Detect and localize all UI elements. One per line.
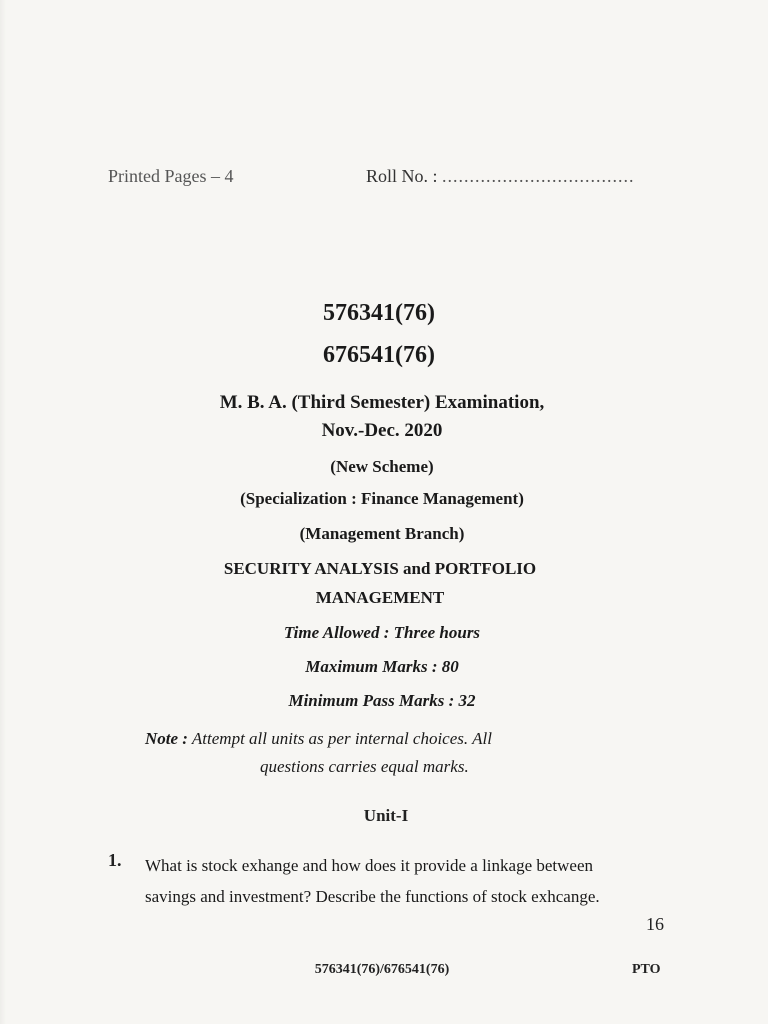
note-line-1: Attempt all units as per internal choices. All bbox=[191, 729, 492, 748]
roll-number-label: Roll No. : bbox=[366, 166, 438, 186]
exam-scheme: (New Scheme) bbox=[330, 457, 434, 476]
exam-session: Nov.-Dec. 2020 bbox=[321, 420, 443, 441]
roll-number-blank: ................................... bbox=[442, 166, 635, 186]
question-marks: 16 bbox=[646, 914, 664, 934]
printed-pages-label: Printed Pages – 4 bbox=[108, 166, 234, 186]
maximum-marks: Maximum Marks : 80 bbox=[305, 657, 459, 676]
time-allowed: Time Allowed : Three hours bbox=[283, 623, 481, 642]
minimum-pass-marks: Minimum Pass Marks : 32 bbox=[288, 691, 476, 710]
subject-title-line-1: SECURITY ANALYSIS and PORTFOLIO bbox=[223, 559, 537, 578]
question-number: 1. bbox=[108, 850, 122, 870]
paper-code-2: 676541(76) bbox=[323, 342, 435, 368]
subject-title-line-2: MANAGEMENT bbox=[315, 588, 445, 607]
exam-title: M. B. A. (Third Semester) Examination, bbox=[219, 392, 545, 413]
exam-branch: (Management Branch) bbox=[299, 524, 465, 543]
footer-paper-codes: 576341(76)/676541(76) bbox=[314, 962, 450, 977]
question-text: What is stock exhange and how does it provide a linkage between savings and investment? Describe the functions of stock exhcange. bbox=[145, 856, 600, 906]
instructions-note bbox=[145, 725, 492, 781]
roll-number-field bbox=[366, 166, 635, 187]
exam-specialization: (Specialization : Finance Management) bbox=[240, 489, 524, 508]
page-edge-shadow bbox=[0, 0, 6, 1024]
unit-heading: Unit-I bbox=[363, 806, 409, 825]
please-turn-over: PTO bbox=[632, 962, 661, 977]
note-label: Note : bbox=[145, 729, 188, 748]
note-line-2: questions carries equal marks. bbox=[260, 757, 469, 776]
paper-code-1: 576341(76) bbox=[323, 300, 435, 326]
